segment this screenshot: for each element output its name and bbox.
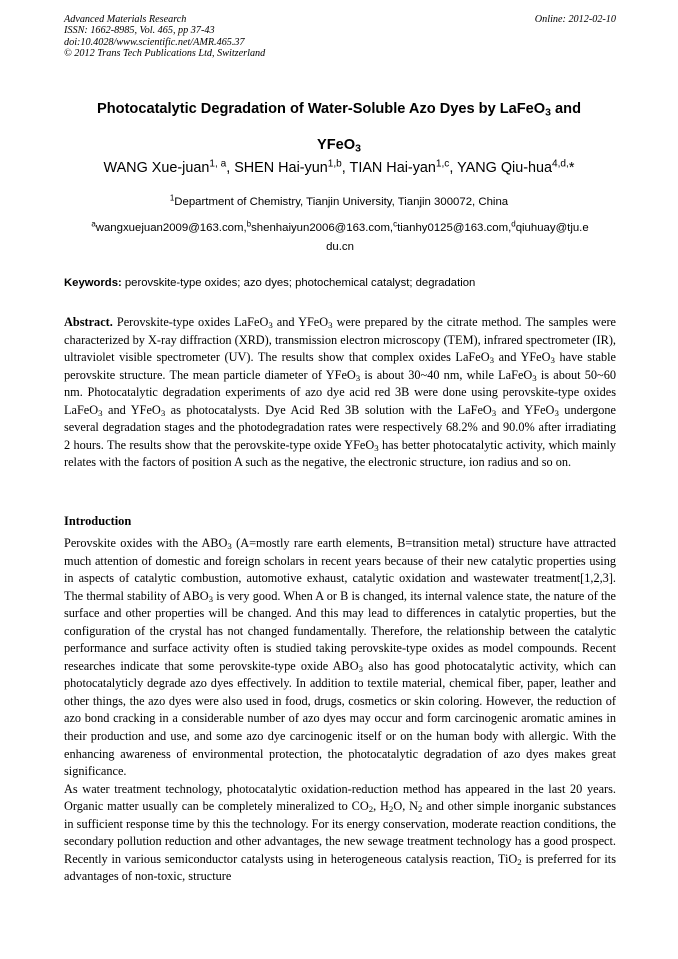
author: SHEN Hai-yun$^{1,b}$, xyxy=(234,158,350,176)
author: TIAN Hai-yan$^{1,c}$, xyxy=(349,158,458,176)
title-line-1: Photocatalytic Degradation of Water-Soluble Azo Dyes by LaFeO$_3$ and xyxy=(97,101,581,119)
author: WANG Xue-juan$^{1, a}$, xyxy=(103,158,235,176)
section-heading-introduction: Introduction xyxy=(64,514,132,528)
paper-title xyxy=(40,91,638,163)
keywords-text: perovskite-type oxides; azo dyes; photochemical catalyst; degradation xyxy=(121,277,476,289)
journal-name: Advanced Materials Research xyxy=(64,14,187,25)
author: YANG Qiu-hua$^{4,d,}$ xyxy=(457,158,569,176)
abstract-label: Abstract. xyxy=(64,315,113,329)
doi-line[interactable]: doi:10.4028/www.scientific.net/AMR.465.37 xyxy=(64,36,245,48)
email-link[interactable]: $^a$wangxuejuan2009@163.com, xyxy=(91,219,247,234)
introduction-body xyxy=(64,535,616,886)
email-link[interactable]: $^d$qiuhuay@tju.e xyxy=(511,219,589,234)
affiliation: $^1$Department of Chemistry, Tianjin University, Tianjin 300072, China xyxy=(169,193,509,208)
keywords-label: Keywords: xyxy=(64,277,122,289)
paragraph: Perovskite oxides with the $ABO_3$ (A=mostly rare earth elements, B=transition metal) structure have attracted much attention of domestic and foreign scholars in recent years because of their new catalytic properties using in aspects of catalytic combustion, automotive exhaust, catalytic oxidation and wastewater treatment[1,2,3]. The thermal stability of $ABO_3$ is very good. When A or B is changed, its internal valence state, the nature of the surface and other properties will be changed. And this may lead to differences in catalytic properties, but the configuration of the crystal has not changed fundamentally. Therefore, the relationship between the catalytic performance and surface activity often is studied taking perovskite-type oxides as model compounds. Recent researches indicate that some perovskite-type oxide $ABO_3$ also has good photocatalytic activity, which can photocatalyticly degrade azo dyes effectively. In addition to textile material, chemical fiber, paper, leather and other things, the azo dyes were also used in food, drugs, cosmetics or skin coloring. However, the reduction of azo bond cracking in a considerable number of azo dyes may occur and form carcinogenic aromatic amines in their production and use, and some azo dye carcinogenic itself or on the human body with allergic. With the enhancing awareness of environmental protection, the photocatalytic degradation of azo dyes makes great significance. xyxy=(64,536,617,779)
online-date: Online: 2012-02-10 xyxy=(534,14,616,25)
keywords xyxy=(64,276,616,291)
copyright-line: © 2012 Trans Tech Publications Ltd, Switzerland xyxy=(64,47,266,59)
paragraph: As water treatment technology, photocatalytic oxidation-reduction method has appeared in the last 20 years. Organic matter usually can be completely mineralized to $CO_2$, $H_2O$, $N_2$ and other simple inorganic substances in sufficient response time by this the technology. For its energy conservation, moderate reaction conditions, the secondary pollution reduction and other advantages, the new sewage treatment technology has a good prospect. Recently in various semiconductor catalysts using in heterogeneous catalysis reaction, TiO$_2$ is preferred for its advantages of non-toxic, structure xyxy=(64,781,616,884)
author-list xyxy=(30,158,648,178)
title-line-2: YFeO$_3$ xyxy=(317,137,361,155)
issn-line: ISSN: 1662-8985, Vol. 465, pp 37-43 xyxy=(64,25,215,37)
author-emails xyxy=(64,219,616,257)
abstract xyxy=(64,314,616,472)
email-link[interactable]: $^c$tianhy0125@163.com, xyxy=(393,219,512,234)
journal-header xyxy=(64,14,616,59)
corresponding-author-mark: * xyxy=(568,160,575,176)
email-continuation[interactable]: du.cn xyxy=(326,241,354,253)
abstract-text: Perovskite-type oxides LaFeO$_3$ and YFeO$_3$ were prepared by the citrate method. The samples were characterized by X-ray diffraction (XRD), transmission electron microscopy (TEM), infrared spectrometer (IR), ultraviolet visible spectrometer (UV). The results show that complex oxides LaFeO$_3$ and YFeO$_3$ have stable perovskite structure. The mean particle diameter of YFeO$_3$ is about 30~40 nm, while LaFeO$_3$ is about 50~60 nm. Photocatalytic degradation experiments of azo dye acid red 3B were done using perovskite-type oxides LaFeO$_3$ and YFeO$_3$ as photocatalysts. Dye Acid Red 3B solution with the LaFeO$_3$ and YFeO$_3$ undergone several degradation stages and the photodegradation rates were respectively 68.2% and 90.0% after irradiating 2 hours. The results show that the perovskite-type oxide YFeO$_3$ has better photocatalytic activity, which mainly relates with the factors of position A such as the negative, the electronic structure, ion radius and so on. xyxy=(64,315,617,470)
email-link[interactable]: $^b$shenhaiyun2006@163.com, xyxy=(246,219,394,234)
